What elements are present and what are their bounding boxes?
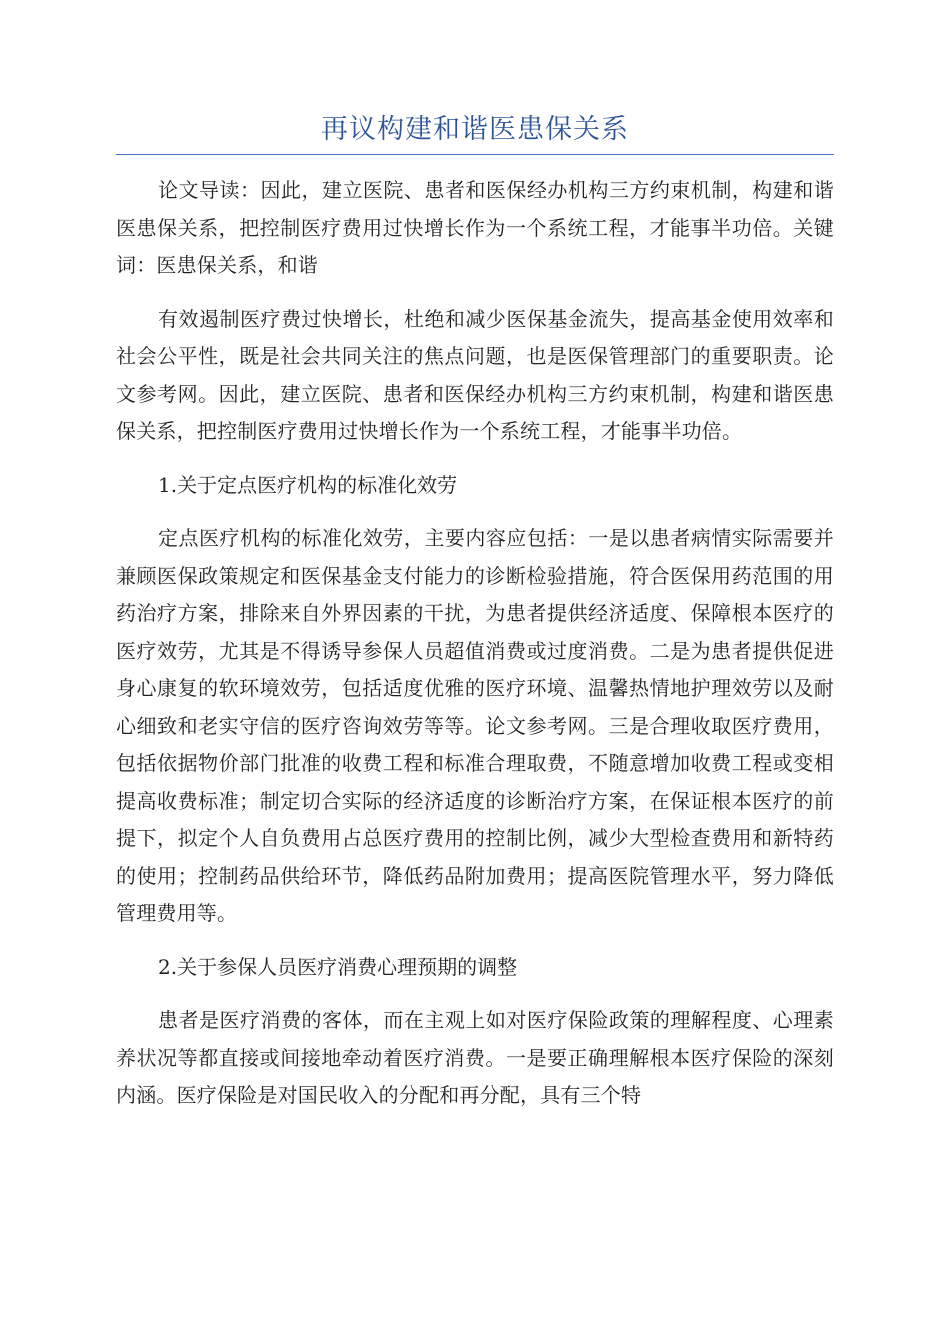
section-heading-2: 2.关于参保人员医疗消费心理预期的调整 bbox=[158, 954, 518, 979]
document-body bbox=[116, 172, 834, 1131]
title-underline bbox=[116, 154, 834, 155]
paragraph-section-2: 患者是医疗消费的客体，而在主观上如对医疗保险政策的理解程度、心理素养状况等都直接或间接地牵动着医疗消费。一是要正确理解根本医疗保险的深刻内涵。医疗保险是对国民收入的分配和再分配，具有三个特 bbox=[116, 1008, 834, 1107]
section-heading-1: 1.关于定点医疗机构的标准化效劳 bbox=[158, 472, 458, 497]
document-title: 再议构建和谐医患保关系 bbox=[321, 114, 629, 145]
paragraph-abstract: 论文导读：因此，建立医院、患者和医保经办机构三方约束机制，构建和谐医患保关系，把控制医疗费用过快增长作为一个系统工程，才能事半功倍。关键词：医患保关系，和谐 bbox=[116, 178, 834, 277]
paragraph-intro: 有效遏制医疗费过快增长，杜绝和减少医保基金流失，提高基金使用效率和社会公平性，既是社会共同关注的焦点问题，也是医保管理部门的重要职责。论文参考网。因此，建立医院、患者和医保经办机构三方约束机制，构建和谐医患保关系，把控制医疗费用过快增长作为一个系统工程，才能事半功倍。 bbox=[116, 306, 834, 443]
paragraph-section-1: 定点医疗机构的标准化效劳，主要内容应包括：一是以患者病情实际需要并兼顾医保政策规定和医保基金支付能力的诊断检验措施，符合医保用药范围的用药治疗方案，排除来自外界因素的干扰，为患者提供经济适度、保障根本医疗的医疗效劳，尤其是不得诱导参保人员超值消费或过度消费。二是为患者提供促进身心康复的软环境效劳，包括适度优雅的医疗环境、温馨热情地护理效劳以及耐心细致和老实守信的医疗咨询效劳等等。论文参考网。三是合理收取医疗费用，包括依据物价部门批准的收费工程和标准合理取费，不随意增加收费工程或变相提高收费标准；制定切合实际的经济适度的诊断治疗方案，在保证根本医疗的前提下，拟定个人自负费用占总医疗费用的控制比例，减少大型检查费用和新特药的使用；控制药品供给环节，降低药品附加费用；提高医院管理水平，努力降低管理费用等。 bbox=[116, 526, 834, 925]
